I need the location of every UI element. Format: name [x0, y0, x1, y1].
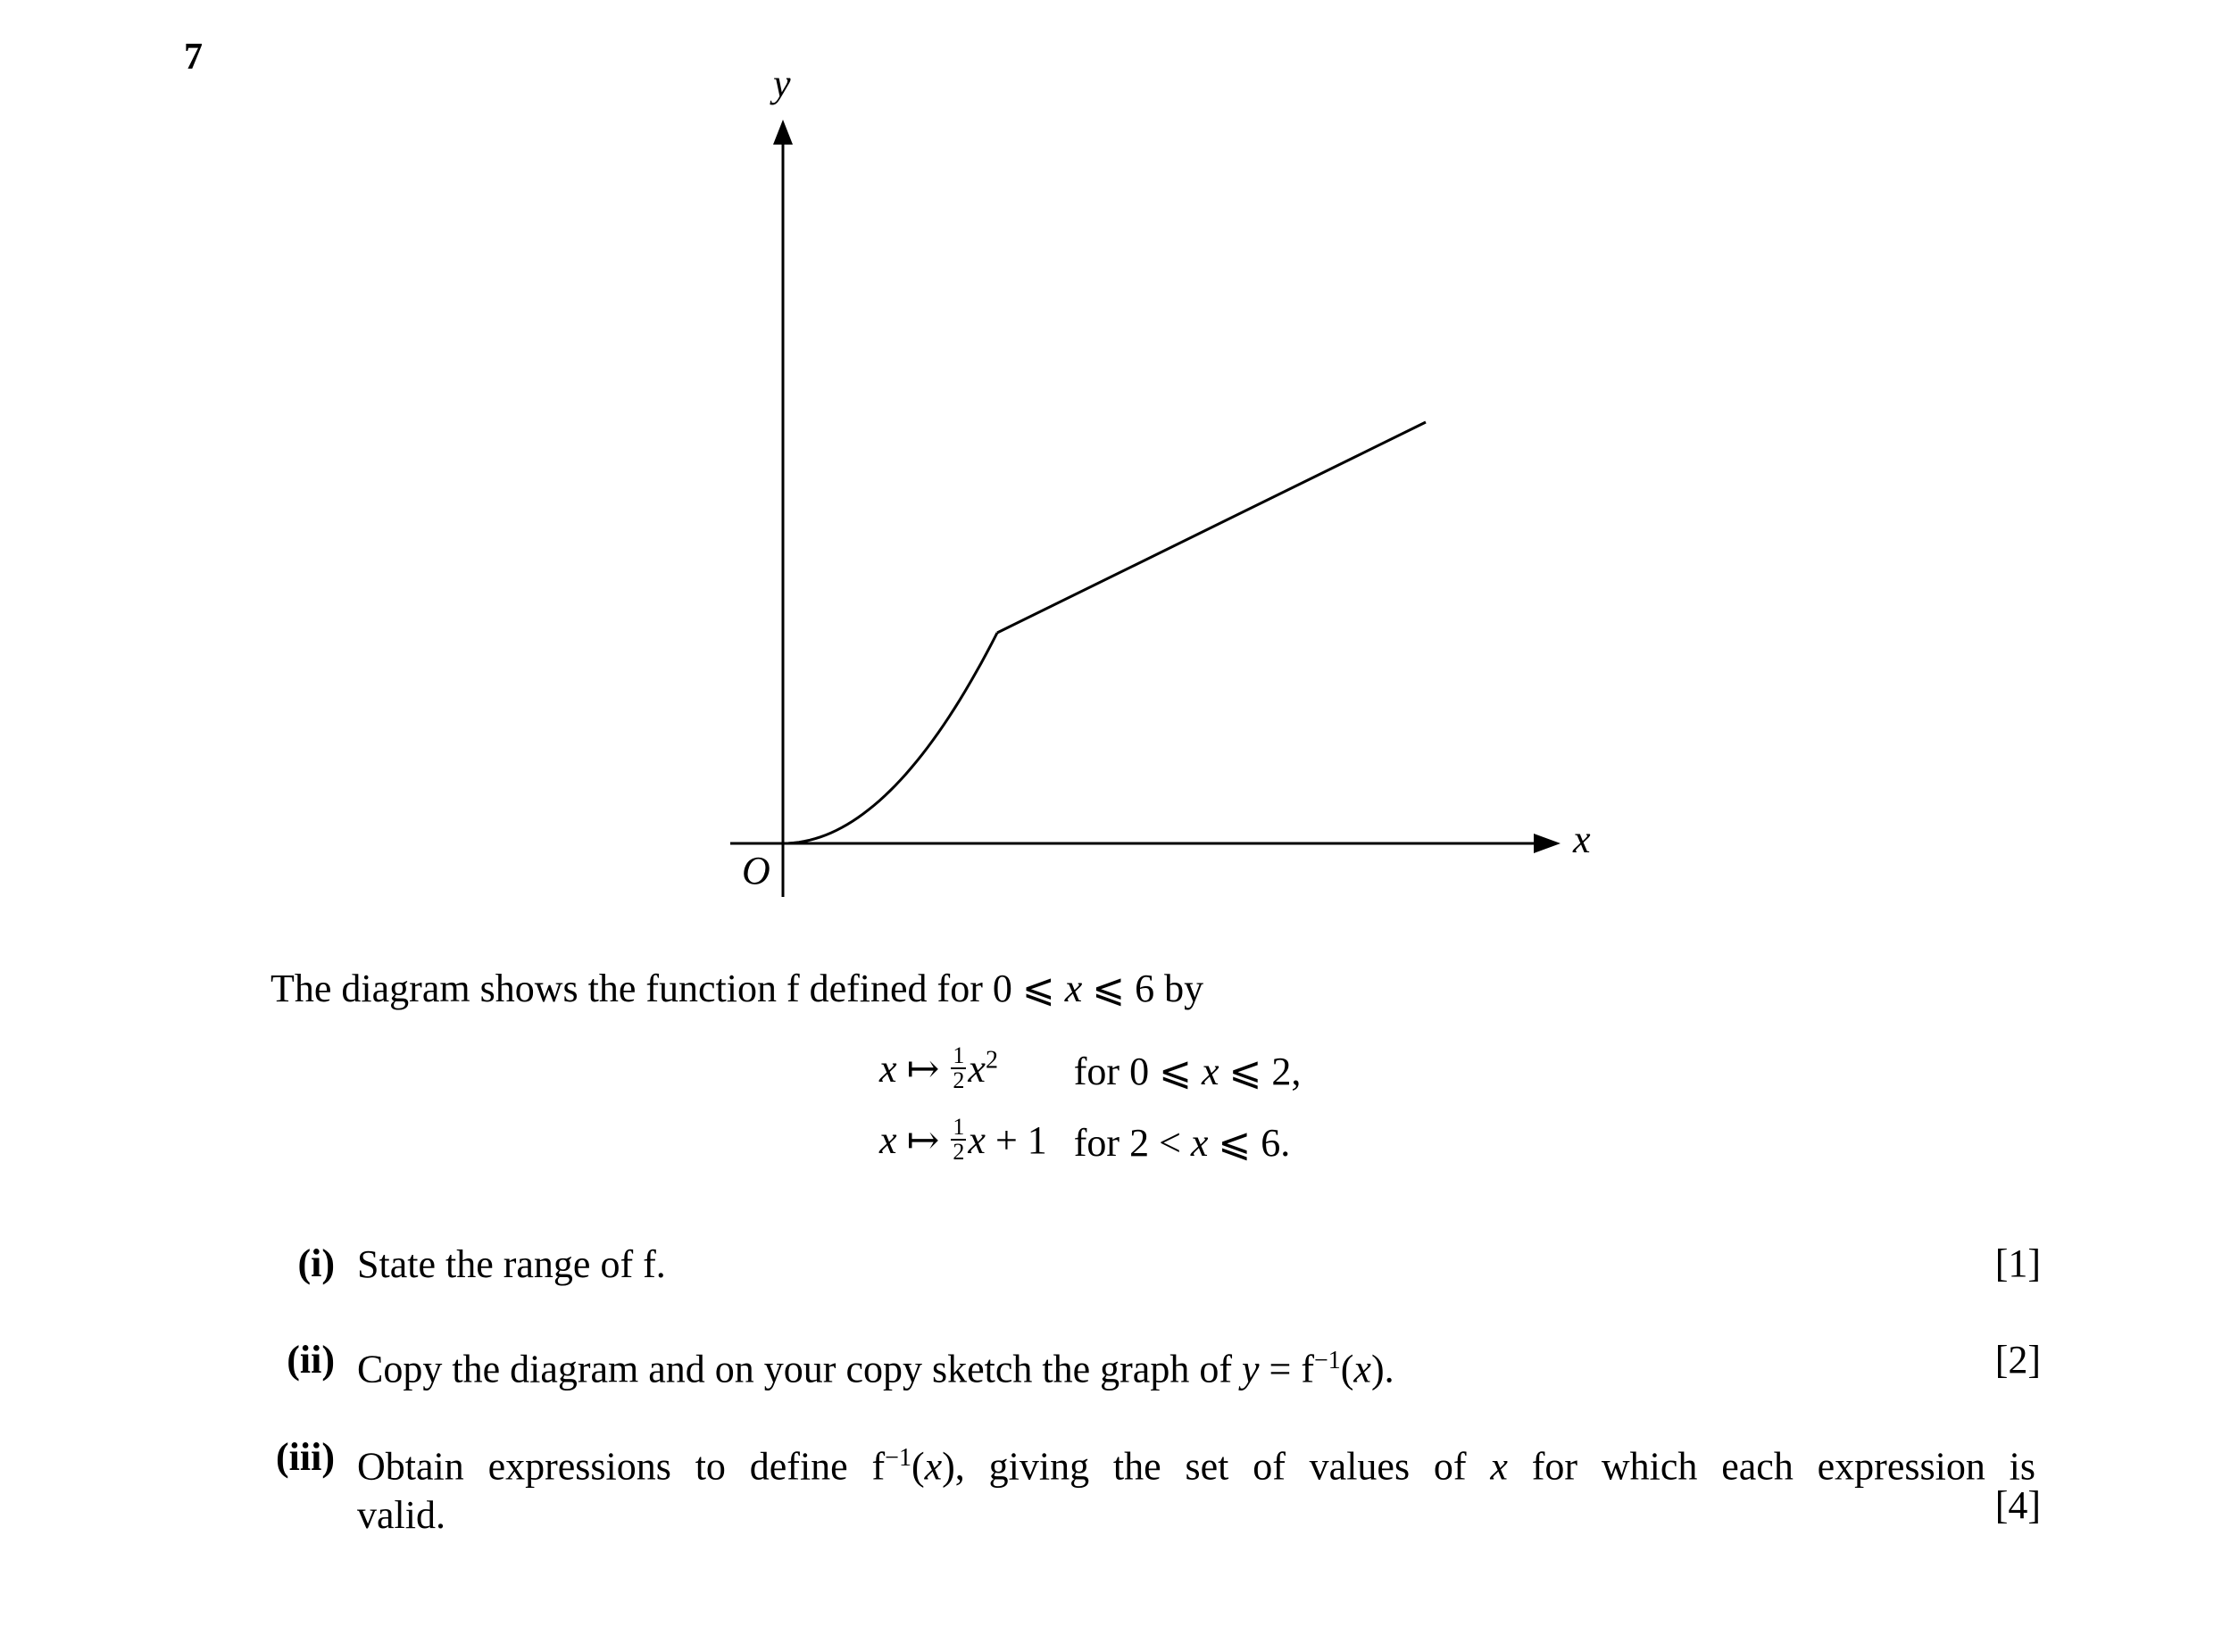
y-axis-label: y — [773, 62, 791, 105]
text-segment: for which each expression is — [1507, 1444, 2035, 1489]
cond-tail: ⩽ 2, — [1219, 1049, 1302, 1093]
text-segment: ), giving the set of values of — [942, 1444, 1491, 1489]
def-var: x — [879, 1117, 897, 1162]
function-definition — [879, 1035, 1301, 1178]
maps-to-arrow: ↦ — [896, 1046, 950, 1091]
inverse-exponent: −1 — [1313, 1347, 1341, 1374]
cond-var: x — [1190, 1120, 1209, 1165]
cond-lead: for 2 < — [1073, 1120, 1191, 1165]
definition-condition — [1074, 1107, 1302, 1178]
cond-tail: ⩽ 6. — [1208, 1120, 1291, 1165]
text-var: x — [1490, 1444, 1508, 1489]
y-axis-arrowhead — [773, 120, 793, 145]
expr-var: x — [968, 1046, 986, 1091]
part-text-line-2: valid. — [357, 1492, 445, 1537]
definition-row — [879, 1107, 1301, 1178]
fraction-numerator: 1 — [953, 1114, 965, 1141]
part-marks: [1] — [1994, 1241, 2041, 1285]
expr-exponent: 2 — [985, 1045, 998, 1074]
text-var: x — [924, 1444, 943, 1489]
expr-var: x — [968, 1117, 986, 1162]
part-label: (iii) — [276, 1435, 335, 1479]
question-number: 7 — [184, 37, 203, 78]
part-text: State the range of f. — [357, 1242, 666, 1286]
definition-row — [879, 1035, 1301, 1107]
part-text — [357, 1434, 2035, 1540]
text-segment: ). — [1370, 1347, 1394, 1391]
intro-var: x — [1064, 967, 1083, 1010]
definition-condition — [1074, 1035, 1302, 1107]
fraction-denominator: 2 — [953, 1067, 965, 1094]
maps-to-arrow: ↦ — [896, 1117, 950, 1162]
text-segment: ( — [1340, 1347, 1354, 1391]
text-var: x — [1353, 1347, 1371, 1391]
inverse-exponent: −1 — [885, 1444, 911, 1472]
definition-mapping — [879, 1035, 1074, 1107]
definition-mapping — [879, 1107, 1074, 1178]
part-marks: [4] — [1994, 1483, 2041, 1527]
x-axis-arrowhead — [1534, 834, 1561, 853]
part-label: (ii) — [287, 1338, 335, 1382]
text-var: y — [1241, 1347, 1260, 1391]
fraction — [951, 1116, 966, 1164]
part-text — [357, 1337, 2035, 1394]
def-var: x — [879, 1046, 897, 1091]
text-segment: ( — [911, 1444, 925, 1489]
intro-tail: ⩽ 6 by — [1082, 967, 1204, 1010]
part-text-line-1 — [357, 1434, 2035, 1491]
expr-tail: + 1 — [985, 1117, 1047, 1162]
fraction — [951, 1044, 966, 1092]
fraction-numerator: 1 — [953, 1042, 965, 1069]
part-marks: [2] — [1994, 1338, 2041, 1382]
x-axis-label: x — [1573, 818, 1591, 861]
part-label: (i) — [297, 1241, 335, 1285]
cond-lead: for 0 ⩽ — [1073, 1049, 1202, 1093]
cond-var: x — [1201, 1049, 1219, 1093]
function-line-segment — [997, 422, 1426, 633]
text-segment: Copy the diagram and on your copy sketch the graph of — [357, 1347, 1242, 1391]
text-segment: Obtain expressions to define f — [357, 1444, 886, 1489]
intro-text — [271, 966, 1203, 1013]
text-segment: = f — [1259, 1347, 1314, 1391]
fraction-denominator: 2 — [953, 1139, 965, 1166]
intro-lead: The diagram shows the function f defined for 0 ⩽ — [271, 967, 1065, 1010]
function-curve-segment — [783, 633, 997, 843]
origin-label: O — [742, 849, 770, 892]
